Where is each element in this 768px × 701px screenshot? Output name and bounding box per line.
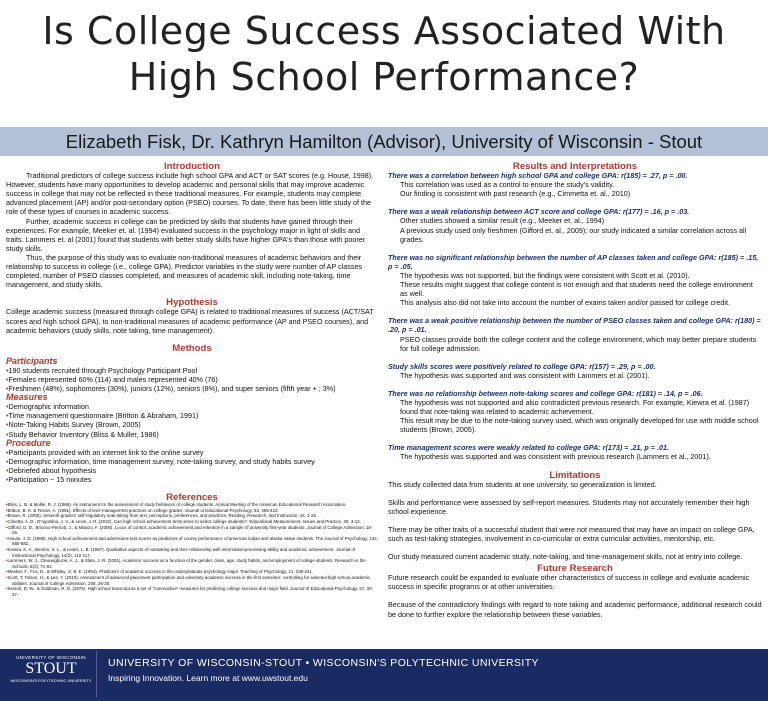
reference-item: • Cimetta, A. D., D'Agostino, J. V., & Levin, J. R. (2010). Can high school achievement tests serve to select college students?. Educational Measurement: Issues and Practice, 29, 3-12. — [6, 519, 378, 525]
reference-item: • House, J. D. (1998). High school achievement and admissions test scores as predictors of course performance of american indian and alaska native students. The Journal of Psychology, 132, 680-682. — [6, 536, 378, 547]
reference-item: • Brown, R. (2005). Seventh-graders' self-regulatory note-taking from text: perceptions, preferences, and practices. Reading, Research, and Instruction, 44, 1-26. — [6, 513, 378, 519]
result-note: These results might suggest that college content is not enough and that students need the college environment as well. — [400, 280, 753, 299]
reference-item: • Bliss, L. B. & Muller, R. J. (1986). An instrument for the assessment of study behaviors of college students. Annual Meeting of the American Educational Research Association. — [6, 502, 378, 508]
future-paragraph: Future research could be expanded to evaluate other characteristics of success in college and evaluate academic success in specific programs or at other universities. — [388, 573, 750, 592]
logo-name: STOUT — [25, 660, 77, 677]
right-column — [388, 162, 762, 619]
reference-item: • Lammers, W. J., Onwuegbuzie, A. J., & Slate, J. R. (2001). Academic success as a function of the gender, class, age, study habits, and employment of college students. Research in the Schools, 8(2), 71-81. — [6, 558, 378, 569]
result-note: The hypothesis was supported and was consistent with previous research (Lammers et al., 2001). — [400, 452, 711, 462]
measures-list — [6, 402, 378, 438]
logo-bottom-text: WISCONSIN'S POLYTECHNIC UNIVERSITY — [10, 678, 92, 683]
references-heading: References — [166, 492, 218, 504]
reference-item: • Gifford, D. D., Briceno-Perriott, J., & Mianzo, F. (2006). Locus of control: academic achievement and retention in a sample of university first-year students. Journal of College Admission, 18-25. — [6, 525, 378, 536]
methods-heading: Methods — [172, 342, 212, 354]
reference-item: • Meeker, F., Fox, D., & Whitley, Jr, B. E. (1994). Predictors of academic success in the undergraduate psychology major. Teaching of Psychology, 21, 238-241. — [6, 569, 378, 575]
reference-item: • Britton, B. K. & Tesser, A. (1991). Effects of time-management practices on college grades. Journal of Educational Psychology, 83, 405-410. — [6, 508, 378, 514]
result-finding: There was no significant relationship between the number of AP classes taken and college GPA: r(185) = .15, p = .05. — [388, 252, 759, 271]
authors: Elizabeth Fisk, Dr. Kathryn Hamilton (Advisor), University of Wisconsin - Stout — [65, 131, 703, 152]
result-note: PSEO classes provide both the college content and the college environment, which may better prepare students for full college admission. — [400, 334, 757, 353]
list-item: • 190 students recruited through Psychology Participant Pool — [6, 366, 378, 375]
result-note: A previous study used only freshmen (Gifford et. al., 2009); our study indicated a similar correlation across all grades. — [400, 225, 747, 244]
list-item: • Study Behavior Inventory (Bliss & Muller, 1986) — [6, 430, 378, 439]
reference-item: • Kiewra, K. A., Benton, S. L., & Lewis, L. B. (1987). Qualitative aspects of notetaking and their relationship with information-processing ability and academic achievement. Journal of Instructional Psychology, 14(3), 110-117. — [6, 547, 378, 558]
hypothesis-text: College academic success (measured through college GPA) is related to traditional measures of success (ACT/SAT scores and high school GPA), to non-traditional measures of academic performance (AP and PSEO courses), and academic behaviors (study skills, note taking, time management). — [6, 307, 374, 335]
limitation-paragraph: There may be other traits of a successful student that were not measured that may have an impact on college GPA, such as test-taking strategies, involvement in co-curricular or extra curricular activities, mentorship, etc. — [388, 524, 755, 543]
list-item: • Demographic information, time management survey, note-taking survey, and study habits survey — [6, 457, 378, 466]
procedure-heading: Procedure — [6, 437, 51, 448]
list-item: • Participants provided with an internet link to the online survey — [6, 448, 378, 457]
list-item: • Participation ~ 15 minutes — [6, 475, 378, 484]
result-note: This correlation was used as a control to ensure the study's validity. — [400, 180, 615, 190]
references-list — [6, 502, 378, 597]
future-paragraph: Because of the contradictory findings with regard to note taking and academic performance, additional research could be done to further explore the relationship between these variables. — [388, 600, 762, 619]
result-finding: There was no relationship between note-taking scores and college GPA: r(181) = .14, p = .06. — [388, 388, 703, 398]
introduction-heading: Introduction — [164, 161, 220, 172]
intro-paragraph: Traditional predictors of college success include high school GPA and ACT or SAT scores (e.g. House, 1998). However, students have many opportunities to develop academic and personal skills that may improve academic success in college that may not be reflected in these traditional measures. For example, students may complete advanced placement (AP) and/or post-secondary option (PSEO) courses. To date, there has been little study of the role of these types of courses in academic success. — [6, 171, 374, 217]
limitation-paragraph: Skills and performance were assessed by self-report measures. Students may not accurately remember their high school experience. — [388, 497, 750, 516]
left-column — [6, 162, 378, 597]
measures-heading: Measures — [6, 392, 48, 403]
limitations-heading: Limitations — [549, 469, 601, 481]
result-finding: Time management scores were weakly related to college GPA: r(173) = .21, p = .01. — [388, 443, 669, 453]
footer-website-line: Inspiring Innovation. Learn more at www.uwstout.edu — [108, 673, 308, 683]
logo-top-text: UNIVERSITY OF WISCONSIN — [16, 655, 86, 660]
result-note: This analysis also did not take into account the number of exams taken and/or passed for college credit. — [400, 298, 731, 308]
reference-item: • Sexton, D. W., & Goldman, R. D. (1975). High school transcript as a set of "nonreactive" measures for predicting college success and major field. Journal of Educational Psychology, 67, 30-37. — [6, 586, 378, 597]
result-note: The hypothesis was not supported, but the findings were consistent with Scott et al. (2010). — [400, 270, 690, 280]
title-line-1: Is College Success Associated With — [42, 9, 726, 53]
participants-list — [6, 366, 378, 393]
procedure-list — [6, 448, 378, 484]
future-research-heading: Future Research — [537, 563, 613, 575]
list-item: • Females represented 60% (114) and males represented 40% (76) — [6, 375, 378, 384]
limitation-paragraph: Our study measured current academic study, note-taking, and time-management skills, not at entry into college. — [388, 552, 743, 562]
list-item: • Demographic information — [6, 402, 378, 411]
hypothesis-heading: Hypothesis — [166, 297, 218, 309]
list-item: • Note-Taking Habits Survey (Brown, 2005) — [6, 420, 378, 429]
intro-paragraph: Thus, the purpose of this study was to evaluate non-traditional measures of academic behaviors and their relationship to success in college (i.e., college GPA). Predictor variables in the study were number of AP classes completed, number of PSEO classes completed, and measures of academic skill, including note-taking, time management, and study skills. — [6, 252, 363, 290]
footer-text — [108, 657, 539, 683]
list-item: • Freshmen (48%), sophomores (30%), juniors (12%), seniors (8%), and super seniors (fifth year + ; 3%) — [6, 384, 378, 393]
intro-paragraph: Further, academic success in college can be predicted by skills that students have gained through their experiences. For example, Meeker et. al. (1994) evaluated success in the psychology major in light of skills and traits. Lammers et. al (2001) found that students with better study skills have higher GPA's than those with poorer study skills. — [6, 216, 366, 253]
participants-heading: Participants — [6, 355, 58, 366]
university-logo — [6, 651, 97, 697]
result-finding: Study skills scores were positively related to college GPA: r(157) = .29, p = .00. — [388, 361, 656, 371]
list-item: • Time management questionnaire (Britton & Abraham, 1991) — [6, 411, 378, 420]
results-heading: Results and Interpretations — [512, 161, 638, 172]
list-item: • Debriefed about hypothesis — [6, 466, 378, 475]
result-finding: There was a weak positive relationship between the number of PSEO classes taken and college GPA: r(180) = .20, p = .01. — [388, 316, 761, 335]
reference-item: • Scott, T, Tolson, H., & Lee, Y. (2010). Assessment of advanced placement participation and university academic success in the first semester: controlling for selected high school academic abilities. Journal of College Admission, 208, 26-30. — [6, 575, 378, 586]
result-note: The hypothesis was supported and was consistent with Lammers et al. (2001). — [400, 370, 650, 380]
result-finding: There was a correlation between high school GPA and college GPA: r(185) = .27, p = .00. — [388, 171, 688, 181]
result-finding: There was a weak relationship between ACT score and college GPA: r(177) = .16, p = .03. — [388, 207, 690, 217]
limitation-paragraph: This study collected data from students at one university, so generalization is limited. — [388, 479, 657, 489]
result-note: This result may be due to the note-taking survey used, which was originally developed for use with middle school students (Brown, 2005). — [400, 416, 759, 435]
result-note: The hypothesis was not supported and also contradicted previous research. For example, Kiewra et al. (1987) found that note-taking was related to academic achievement. — [400, 397, 750, 417]
title-line-2: High School Performance? — [128, 55, 640, 99]
result-note: Our finding is consistent with past research (e.g., Cimmetta et. al., 2010) — [400, 189, 631, 199]
poster-title — [0, 8, 768, 100]
footer-band — [0, 649, 768, 701]
footer-university-line: UNIVERSITY OF WISCONSIN-STOUT • WISCONSIN'S POLYTECHNIC UNIVERSITY — [108, 657, 539, 669]
result-note: Other studies showed a similar result (e.g., Meeker et. al., 1994) — [400, 216, 605, 226]
